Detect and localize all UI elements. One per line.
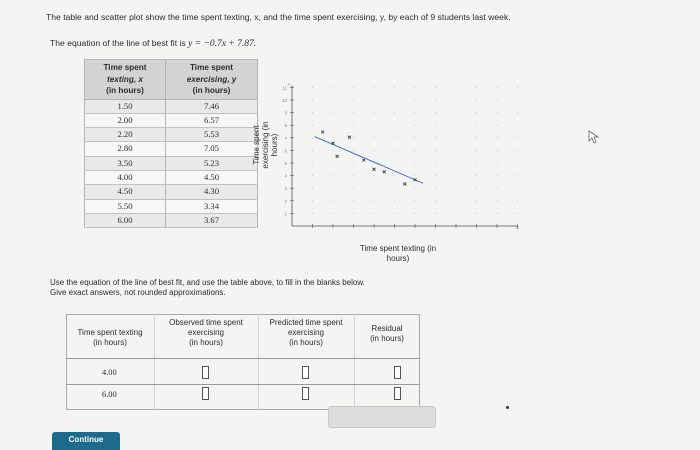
grid-dot (435, 150, 436, 151)
instructions: Use the equation of the line of best fit, and use the table above, to fill in the blanks below. Give exact answers, not rounded approximations. (50, 278, 365, 297)
grid-dot (497, 163, 498, 164)
grid-dot (353, 137, 354, 138)
grid-dot (456, 213, 457, 214)
table-row (85, 142, 258, 156)
equation-prefix: The equation of the line of best fit is (50, 38, 186, 48)
grid-dot (333, 200, 334, 201)
grid-dot (353, 112, 354, 113)
grid-dot (517, 200, 518, 201)
y-axis-label: Time spent exercising (in hours) (252, 121, 279, 169)
grid-dot (517, 112, 518, 113)
grid-dot (312, 175, 313, 176)
grid-dot (476, 112, 477, 113)
data-point (403, 182, 406, 185)
grid-dot (415, 125, 416, 126)
grid-dot (312, 87, 313, 88)
grid-dot (374, 87, 375, 88)
grid-dot (394, 213, 395, 214)
table-header-texting: Time spent texting, x (in hours) (85, 60, 166, 100)
grid-dot (435, 213, 436, 214)
table-row (85, 199, 258, 213)
observed-input-row1[interactable] (202, 366, 209, 379)
grid-dot (374, 150, 375, 151)
grid-dot (394, 112, 395, 113)
y-tick-label: 7 (284, 135, 287, 141)
grid-dot (394, 100, 395, 101)
cell-y: 7.46 (165, 99, 257, 113)
grid-dot (435, 137, 436, 138)
grid-dot (374, 112, 375, 113)
grid-dot (497, 200, 498, 201)
cell-y: 3.67 (165, 213, 257, 227)
grid-dot (333, 112, 334, 113)
grid-dot (517, 163, 518, 164)
scatter-plot (262, 58, 522, 234)
table-row (85, 99, 258, 113)
data-point (348, 136, 351, 139)
y-tick-label: 11 (282, 85, 287, 91)
grid-dot (312, 112, 313, 113)
grid-dot (517, 87, 518, 88)
data-point (383, 170, 386, 173)
cell-x: 1.50 (85, 99, 166, 113)
cell-y: 3.34 (165, 199, 257, 213)
grid-dot (517, 188, 518, 189)
grid-dot (456, 112, 457, 113)
grid-dot (476, 125, 477, 126)
grid-dot (394, 150, 395, 151)
grid-dot (517, 175, 518, 176)
grid-dot (497, 100, 498, 101)
grid-dot (312, 200, 313, 201)
grid-dot (456, 125, 457, 126)
grid-dot (312, 125, 313, 126)
grid-dot (394, 163, 395, 164)
grid-dot (497, 188, 498, 189)
answer-row-x: 6.00 (102, 390, 117, 399)
answer-row-x: 4.00 (102, 368, 117, 377)
residual-input-row2[interactable] (394, 387, 401, 400)
grid-dot (353, 200, 354, 201)
grid-dot (435, 188, 436, 189)
best-fit-line (315, 137, 424, 184)
cell-y: 5.23 (165, 156, 257, 170)
grid-dot (374, 125, 375, 126)
grid-dot (476, 87, 477, 88)
grid-dot (497, 125, 498, 126)
grid-dot (415, 188, 416, 189)
grid-dot (435, 163, 436, 164)
continue-button[interactable]: Continue (52, 432, 120, 450)
table-row (85, 113, 258, 127)
y-tick-label: 2 (284, 198, 287, 204)
grid-dot (476, 150, 477, 151)
cell-y: 4.50 (165, 170, 257, 184)
grid-dot (415, 163, 416, 164)
grid-dot (333, 163, 334, 164)
intro-text: The table and scatter plot show the time spent texting, x, and the time spent exercising, y, by each of 9 students last week. (46, 12, 511, 22)
grid-dot (435, 100, 436, 101)
predicted-input-row2[interactable] (302, 387, 309, 400)
grid-dot (374, 100, 375, 101)
grid-dot (476, 137, 477, 138)
grid-dot (333, 150, 334, 151)
cell-x: 6.00 (85, 213, 166, 227)
cell-y: 4.30 (165, 185, 257, 199)
mouse-cursor-icon (588, 130, 600, 144)
grid-dot (456, 200, 457, 201)
grid-dot (476, 200, 477, 201)
y-axis-letter: y (288, 82, 291, 88)
grid-dot (353, 188, 354, 189)
grid-dot (374, 213, 375, 214)
grid-dot (456, 175, 457, 176)
grid-dot (476, 163, 477, 164)
table-row (85, 213, 258, 227)
grid-dot (435, 112, 436, 113)
grid-dot (517, 125, 518, 126)
y-tick-label: 4 (284, 173, 287, 179)
grid-dot (456, 188, 457, 189)
grid-dot (476, 175, 477, 176)
answer-button[interactable] (328, 406, 436, 428)
data-point (362, 159, 365, 162)
data-point (321, 131, 324, 134)
grid-dot (476, 100, 477, 101)
grid-dot (333, 125, 334, 126)
grid-dot (394, 137, 395, 138)
grid-dot (374, 175, 375, 176)
cell-y: 5.53 (165, 128, 257, 142)
cell-x: 2.20 (85, 128, 166, 142)
grid-dot (435, 87, 436, 88)
x-axis-label: Time spent texting (in hours) (359, 244, 437, 263)
cell-y: 6.57 (165, 113, 257, 127)
grid-dot (353, 125, 354, 126)
grid-dot (517, 213, 518, 214)
grid-dot (394, 200, 395, 201)
grid-dot (497, 112, 498, 113)
grid-dot (435, 200, 436, 201)
grid-dot (497, 87, 498, 88)
table-row (85, 156, 258, 170)
cell-y: 7.05 (165, 142, 257, 156)
x-tick-label: x (516, 225, 519, 231)
grid-dot (415, 112, 416, 113)
grid-dot (394, 175, 395, 176)
grid-dot (312, 213, 313, 214)
predicted-input-row1[interactable] (302, 366, 309, 379)
grid-dot (353, 100, 354, 101)
grid-dot (415, 175, 416, 176)
grid-dot (333, 175, 334, 176)
grid-dot (353, 163, 354, 164)
grid-dot (476, 188, 477, 189)
grid-dot (353, 150, 354, 151)
y-tick-label: 8 (284, 123, 287, 129)
answer-table (66, 314, 420, 410)
grid-dot (353, 87, 354, 88)
table-row (85, 185, 258, 199)
grid-dot (312, 100, 313, 101)
grid-dot (456, 150, 457, 151)
grid-dot (415, 137, 416, 138)
table-row (85, 128, 258, 142)
y-tick-label: 5 (284, 161, 287, 166)
grid-dot (312, 163, 313, 164)
grid-dot (374, 188, 375, 189)
grid-dot (415, 150, 416, 151)
grid-dot (456, 87, 457, 88)
grid-dot (333, 87, 334, 88)
grid-dot (517, 137, 518, 138)
grid-dot (415, 100, 416, 101)
grid-dot (517, 100, 518, 101)
answer-header-predicted: Predicted time spent exercising (in hours) (269, 318, 343, 347)
grid-dot (333, 213, 334, 214)
grid-dot (312, 137, 313, 138)
cell-x: 4.00 (85, 170, 166, 184)
data-table (84, 59, 258, 228)
table-header-exercising: Time spent exercising, y (in hours) (165, 60, 257, 100)
data-point (373, 168, 376, 171)
equation-formula: y = −0.7x + 7.87. (188, 39, 257, 49)
y-tick-label: 10 (281, 98, 287, 103)
grid-dot (394, 87, 395, 88)
decorative-dot (506, 406, 509, 409)
y-tick-label: 9 (284, 110, 287, 116)
grid-dot (497, 137, 498, 138)
grid-dot (333, 188, 334, 189)
grid-dot (517, 150, 518, 151)
grid-dot (394, 125, 395, 126)
grid-dot (497, 175, 498, 176)
grid-dot (374, 200, 375, 201)
data-point (336, 155, 339, 158)
y-tick-label: 1 (284, 211, 287, 217)
grid-dot (415, 200, 416, 201)
grid-dot (456, 100, 457, 101)
grid-dot (353, 175, 354, 176)
answer-header-observed: Observed time spent exercising (in hours) (169, 318, 243, 347)
table-row (85, 170, 258, 184)
grid-dot (435, 125, 436, 126)
cell-x: 2.80 (85, 142, 166, 156)
residual-input-row1[interactable] (394, 366, 401, 379)
grid-dot (456, 163, 457, 164)
answer-header-texting: Time spent texting (in hours) (77, 328, 143, 347)
y-tick-label: 3 (284, 186, 287, 192)
grid-dot (333, 100, 334, 101)
cell-x: 2.00 (85, 113, 166, 127)
observed-input-row2[interactable] (202, 387, 209, 400)
cell-x: 3.50 (85, 156, 166, 170)
answer-header-residual: Residual (in hours) (370, 324, 404, 343)
cell-x: 5.50 (85, 199, 166, 213)
grid-dot (456, 137, 457, 138)
equation-text (50, 38, 256, 49)
grid-dot (497, 150, 498, 151)
grid-dot (497, 213, 498, 214)
grid-dot (435, 175, 436, 176)
grid-dot (312, 150, 313, 151)
grid-dot (394, 188, 395, 189)
grid-dot (312, 188, 313, 189)
grid-dot (333, 137, 334, 138)
grid-dot (353, 213, 354, 214)
grid-dot (415, 213, 416, 214)
grid-dot (415, 87, 416, 88)
cell-x: 4.50 (85, 185, 166, 199)
grid-dot (374, 137, 375, 138)
y-tick-label: 6 (284, 148, 287, 154)
grid-dot (476, 213, 477, 214)
